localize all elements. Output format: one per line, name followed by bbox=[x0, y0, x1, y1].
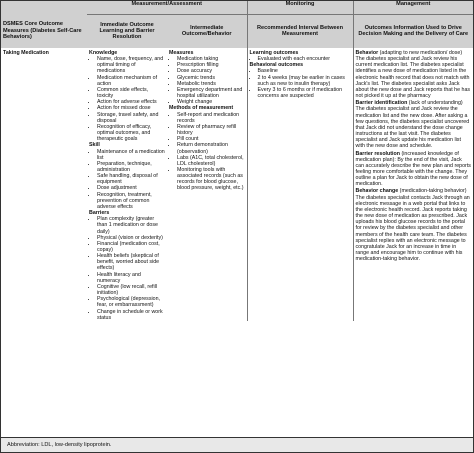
barrier-resolution-label: Barrier resolution bbox=[355, 150, 400, 157]
barriers-list bbox=[89, 216, 165, 321]
management-behavior-change bbox=[356, 188, 472, 262]
behavioral-outcomes-list bbox=[250, 68, 351, 99]
list-item: • Common side effects, toxicity bbox=[97, 87, 165, 99]
barrier-identification-label: Barrier identification bbox=[355, 100, 408, 107]
list-item: • Dose accuracy bbox=[177, 68, 245, 74]
list-item: • Monitoring tools with associated records (such as records for blood glucose, blood pressure, weight, etc.) bbox=[177, 167, 245, 192]
management-barrier-identification bbox=[356, 100, 472, 149]
list-item: • Cognitive (low recall, refill initiation) bbox=[97, 284, 165, 296]
header-col-immediate: Immediate Outcome Learning and Barrier Resolution bbox=[87, 14, 167, 48]
header-group-measurement: Measurement/Assessment bbox=[87, 1, 247, 14]
list-item: • Health literacy and numeracy bbox=[97, 272, 165, 284]
list-item: • Safe handling, disposal of equipment bbox=[97, 173, 165, 185]
table-row bbox=[1, 48, 473, 321]
list-item: • Metabolic trends bbox=[177, 81, 245, 87]
list-item: • Labs (A1C, total cholesterol, LDL cholesterol) bbox=[177, 155, 245, 167]
immediate-outcome-cell bbox=[87, 48, 167, 321]
list-item: • Physical (vision or dexterity) bbox=[97, 235, 165, 241]
list-item: • Baseline bbox=[258, 68, 351, 74]
skill-list bbox=[89, 149, 165, 211]
list-item: • Recognition of efficacy, optimal outcomes, and therapeutic goals bbox=[97, 124, 165, 142]
behavioral-outcomes-heading: Behavioral outcomes bbox=[249, 62, 304, 69]
list-item: • Medication taking bbox=[177, 56, 245, 62]
list-item: • Maintenance of a medication list bbox=[97, 149, 165, 161]
list-item: • Weight change bbox=[177, 99, 245, 105]
skill-heading: Skill bbox=[89, 142, 100, 149]
list-item: • Name, dose, frequency, and optimal timing of medications bbox=[97, 56, 165, 74]
behavior-change-text: (medication-taking behavior) The diabetes specialist contacts Jack through an electronic message in a web portal that links to the electronic health record. Jack reports taking the new dose of medication as prescribed. Jack uploads his blood glucose records to the portal for review by the diabetes specialist and other members of the health care team. The diabetes specialist replies with an electronic message to congratulate Jack for an increase in time in range and encourage him to continue with his medication-taking behavior. bbox=[355, 188, 470, 263]
methods-heading: Methods of measurement bbox=[169, 105, 234, 112]
management-cell bbox=[353, 48, 473, 321]
header-col-outcome: DSMES Core Outcome Measures (Diabetes Self-Care Behaviors) bbox=[1, 14, 87, 48]
list-item: • Evaluated with each encounter bbox=[258, 56, 351, 62]
header-col-interval: Recommended Interval Between Measurement bbox=[247, 14, 353, 48]
list-item: • Change in schedule or work status bbox=[97, 309, 165, 321]
learning-outcomes-heading: Learning outcomes bbox=[249, 50, 299, 56]
header-col-intermediate: Intermediate Outcome/Behavior bbox=[167, 14, 247, 48]
list-item: • Return demonstration (observation) bbox=[177, 142, 245, 154]
list-item: • Pill count bbox=[177, 136, 245, 142]
list-item: • Psychological (depression, fear, or embarrassment) bbox=[97, 296, 165, 308]
header-group-monitoring: Monitoring bbox=[247, 1, 353, 14]
list-item: • Emergency department and hospital utilization bbox=[177, 87, 245, 99]
list-item: • Recognition, treatment, prevention of common adverse effects bbox=[97, 192, 165, 210]
barrier-identification-text: (lack of understanding) The diabetes specialist and Jack review the medication list and the new dose. After asking a few questions, the diabetes specialist uncovered that Jack did not understand the dose change instructions at the last visit. The diabetes specialist and Jack update his medication list with the new dose and schedule. bbox=[355, 100, 470, 150]
barrier-resolution-text: (increased knowledge of medication plan): By the end of the visit, Jack can accurately describe the new plan and reports feeling more comfortable with the change. They outline a plan for Jack to obtain the new dose of medication. bbox=[355, 150, 471, 188]
list-item: • Medication mechanism of action bbox=[97, 75, 165, 87]
measures-heading: Measures bbox=[169, 50, 194, 56]
header-group-management: Management bbox=[353, 1, 473, 14]
list-item: • Action for adverse effects bbox=[97, 99, 165, 105]
header-blank bbox=[1, 1, 87, 14]
list-item: • Glycemic trends bbox=[177, 75, 245, 81]
behavior-label: Behavior bbox=[355, 50, 379, 56]
header-col-management: Outcomes Information Used to Drive Decision Making and the Delivery of Care bbox=[353, 14, 473, 48]
management-behavior bbox=[356, 50, 472, 99]
behavior-text: (adapting to new medication/ dose) The diabetes specialist and Jack review his current medication list. The diabetes specialist identifies a new dose of medication listed in the electronic health record that does not match with Jack's list. The diabetes specialist asks Jack about the new dose and Jack reports that he has not picked it up at the pharmacy bbox=[355, 50, 471, 100]
behavior-change-label: Behavior change bbox=[355, 188, 399, 195]
list-item: • Self-report and medication records bbox=[177, 112, 245, 124]
table-header bbox=[1, 1, 473, 48]
outcome-cell: Taking Medication bbox=[3, 50, 49, 56]
list-item: • Prescription filling bbox=[177, 62, 245, 68]
knowledge-heading: Knowledge bbox=[89, 50, 118, 56]
management-barrier-resolution bbox=[356, 151, 472, 188]
barriers-heading: Barriers bbox=[89, 210, 110, 217]
intermediate-outcome-cell bbox=[167, 48, 247, 321]
list-item: • Every 3 to 6 months or if medication concerns are suspected bbox=[258, 87, 351, 99]
list-item: • Health beliefs (skeptical of benefit, worried about side effects) bbox=[97, 253, 165, 271]
list-item: • Financial (medication cost, copay) bbox=[97, 241, 165, 253]
measures-list bbox=[169, 56, 245, 105]
table-footnote: Abbreviation: LDL, low-density lipoprotein. bbox=[1, 437, 473, 452]
knowledge-list bbox=[89, 56, 165, 142]
list-item: • Preparation, technique, administration bbox=[97, 161, 165, 173]
outcomes-table bbox=[1, 1, 473, 321]
list-item: • Plan complexity (greater than 1 medication or dose daily) bbox=[97, 216, 165, 234]
monitoring-cell bbox=[247, 48, 353, 321]
list-item: • Dose adjustment bbox=[97, 185, 165, 191]
list-item: • 2 to 4 weeks (may be earlier in cases such as new to insulin therapy) bbox=[258, 75, 351, 87]
list-item: • Action for missed dose bbox=[97, 105, 165, 111]
list-item: • Review of pharmacy refill history bbox=[177, 124, 245, 136]
list-item: • Storage, travel safety, and disposal bbox=[97, 112, 165, 124]
methods-list bbox=[169, 112, 245, 192]
